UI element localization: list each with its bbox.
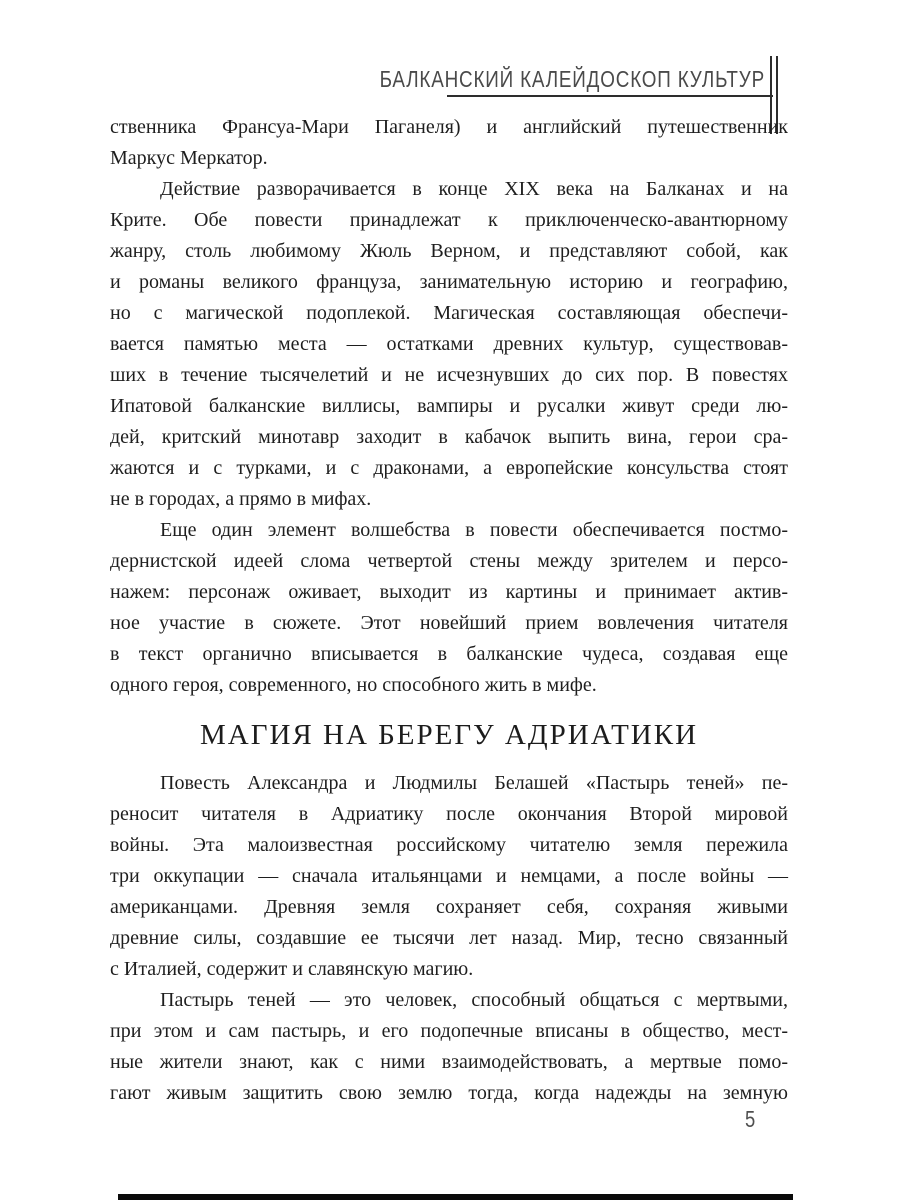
text-line: ших в течение тысячелетий и не исчезнувших до сих пор. В повестях — [110, 364, 788, 386]
text-line: дернистской идеей слома четвертой стены между зрителем и персо- — [110, 550, 788, 572]
text-line: Повесть Александра и Людмилы Белашей «Пастырь теней» пе- — [160, 772, 788, 794]
text-line: Крите. Обе повести принадлежат к приключенческо-авантюрному — [110, 209, 788, 231]
scan-artifact-bar — [118, 1194, 793, 1200]
text-line: нажем: персонаж оживает, выходит из картины и принимает актив- — [110, 581, 788, 603]
text-line: американцами. Древняя земля сохраняет себя, сохраняя живыми — [110, 896, 788, 918]
text-line: жанру, столь любимому Жюль Верном, и представляют собой, как — [110, 240, 788, 262]
text-line: Еще один элемент волшебства в повести обеспечивается постмо- — [160, 519, 788, 541]
text-line: жаются и с турками, и с драконами, а европейские консульства стоят — [110, 457, 788, 479]
text-line: и романы великого француза, занимательную историю и географию, — [110, 271, 788, 293]
text-line: Пастырь теней — это человек, способный общаться с мертвыми, — [160, 989, 788, 1011]
text-line: при этом и сам пастырь, и его подопечные вписаны в общество, мест- — [110, 1020, 788, 1042]
text-line: Действие разворачивается в конце XIX века на Балканах и на — [160, 178, 788, 200]
paragraph — [110, 174, 788, 515]
text-line: Маркус Меркатор. — [110, 147, 268, 169]
section-heading: МАГИЯ НА БЕРЕГУ АДРИАТИКИ — [199, 719, 699, 751]
text-line: ственника Франсуа-Мари Паганеля) и английский путешественник — [110, 116, 788, 138]
text-line: в текст органично вписывается в балканские чудеса, создавая еще — [110, 643, 788, 665]
text-line: не в городах, а прямо в мифах. — [110, 488, 372, 510]
paragraph — [110, 768, 788, 985]
text-line: три оккупации — сначала итальянцами и немцами, а после войны — — [110, 865, 788, 887]
text-line: Ипатовой балканские виллисы, вампиры и русалки живут среди лю- — [110, 395, 788, 417]
running-header-title: БАЛКАНСКИЙ КАЛЕЙДОСКОП КУЛЬТУР — [379, 66, 765, 92]
paragraph — [110, 515, 788, 701]
text-line: древние силы, создавшие ее тысячи лет назад. Мир, тесно связанный — [110, 927, 788, 949]
text-line: вается памятью места — остатками древних культур, существовав- — [110, 333, 788, 355]
page-number: 5 — [745, 1106, 756, 1132]
text-line: гают живым защитить свою землю тогда, когда надежды на земную — [110, 1082, 788, 1104]
text-line: ное участие в сюжете. Этот новейший прием вовлечения читателя — [110, 612, 788, 634]
text-line: одного героя, современного, но способного жить в мифе. — [110, 674, 597, 696]
text-line: с Италией, содержит и славянскую магию. — [110, 958, 474, 980]
header-underline-rule — [447, 95, 773, 97]
paragraph-continuation — [110, 112, 788, 174]
text-line: но с магической подоплекой. Магическая составляющая обеспечи- — [110, 302, 788, 324]
page-text-column — [110, 112, 788, 1109]
text-line: войны. Эта малоизвестная российскому читателю земля пережила — [110, 834, 788, 856]
text-line: дей, критский минотавр заходит в кабачок выпить вина, герои сра- — [110, 426, 788, 448]
paragraph — [110, 985, 788, 1109]
text-line: ные жители знают, как с ними взаимодействовать, а мертвые помо- — [110, 1051, 788, 1073]
text-line: реносит читателя в Адриатику после окончания Второй мировой — [110, 803, 788, 825]
